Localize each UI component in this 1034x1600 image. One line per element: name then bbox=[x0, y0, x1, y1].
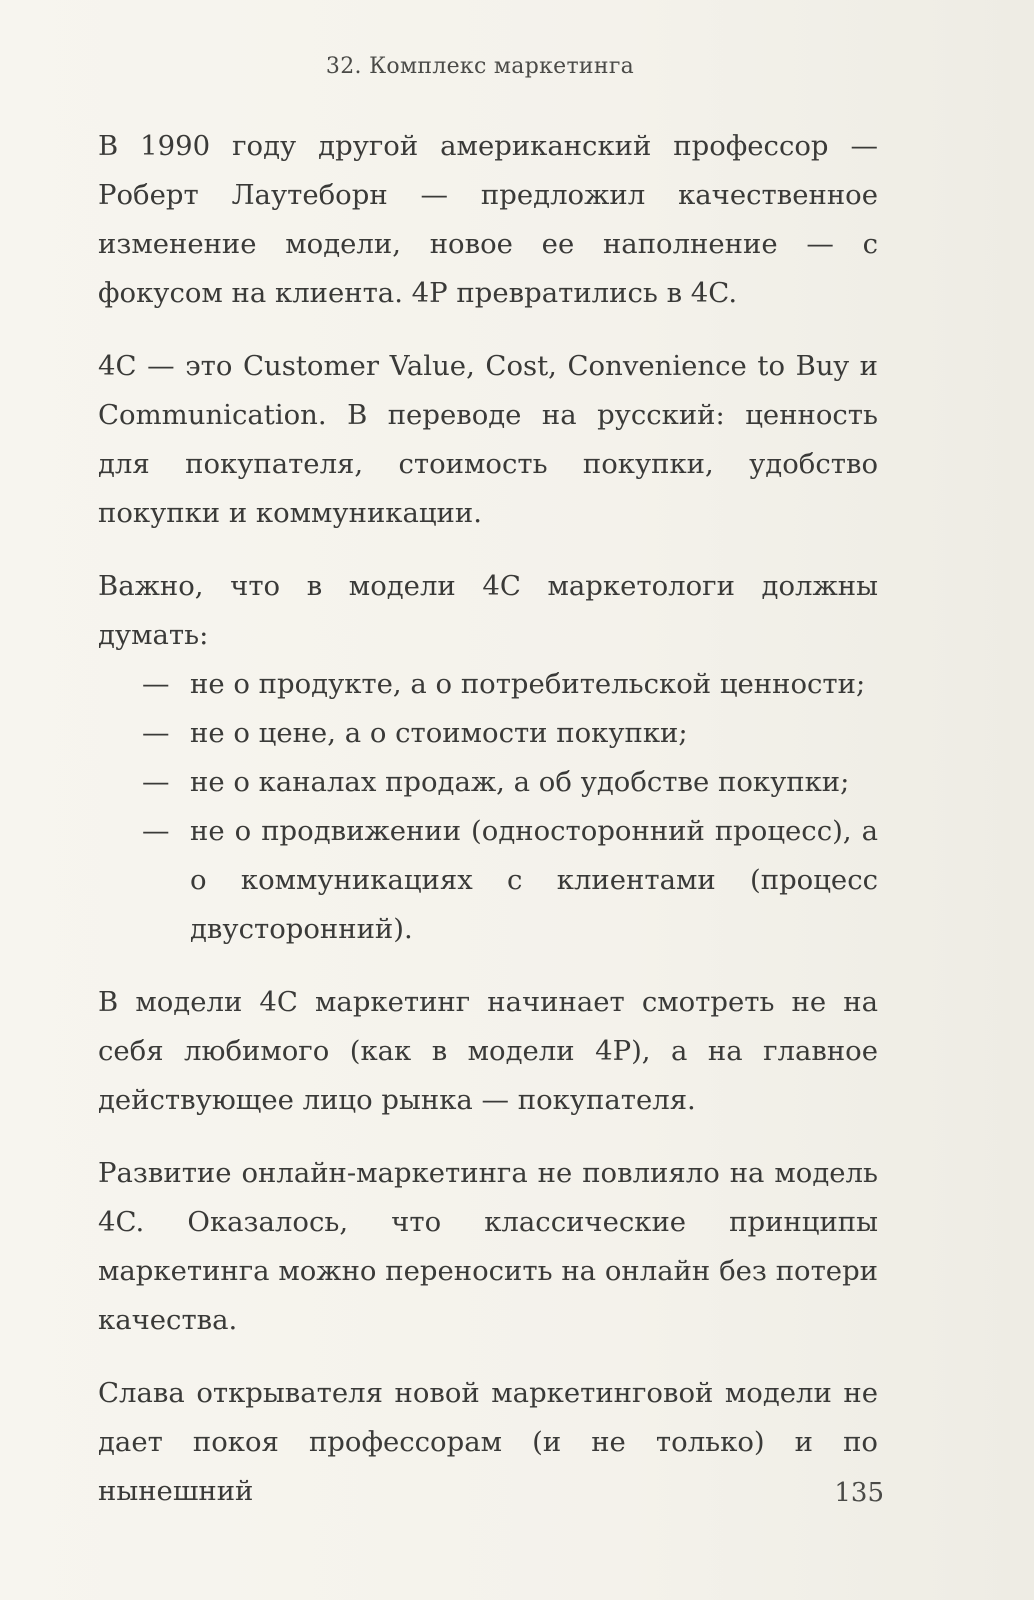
list-item bbox=[98, 807, 878, 954]
paragraph: 4C — это Customer Value, Cost, Convenience to Buy и Communication. В переводе на русский: ценность для покупателя, стоимость покупки, удобство покупки и коммуникации. bbox=[98, 350, 878, 529]
page-number: 135 bbox=[834, 1478, 884, 1508]
list-item-text: не о цене, а о стоимости покупки; bbox=[190, 717, 688, 749]
list-item-text: не о продукте, а о потребительской ценности; bbox=[190, 668, 866, 700]
paragraph: Развитие онлайн-маркетинга не повлияло на модель 4C. Оказалось, что классические принципы маркетинга можно переносить на онлайн без потери качества. bbox=[98, 1157, 878, 1336]
paragraph: В 1990 году другой американский профессор — Роберт Лаутеборн — предложил качественное изменение модели, новое ее наполнение — с фокусом на клиента. 4P превратились в 4C. bbox=[98, 130, 878, 309]
list-item bbox=[98, 758, 878, 807]
bullet-list bbox=[98, 660, 878, 954]
page-body bbox=[98, 122, 878, 1540]
dash-marker: — bbox=[142, 815, 170, 847]
paragraph: Слава открывателя новой маркетинговой модели не дает покоя профессорам (и не только) и по нынешний bbox=[98, 1377, 878, 1507]
running-head: 32. Комплекс маркетинга bbox=[325, 54, 635, 79]
paragraph: В модели 4C маркетинг начинает смотреть не на себя любимого (как в модели 4P), а на главное действующее лицо рынка — покупателя. bbox=[98, 986, 878, 1116]
dash-marker: — bbox=[142, 717, 170, 749]
dash-marker: — bbox=[142, 766, 170, 798]
list-item bbox=[98, 709, 878, 758]
dash-marker: — bbox=[142, 668, 170, 700]
list-item-text: не о каналах продаж, а об удобстве покупки; bbox=[190, 766, 850, 798]
list-intro: Важно, что в модели 4C маркетологи должны думать: bbox=[98, 570, 878, 651]
list-item-text: не о продвижении (односторонний процесс), а о коммуникациях с клиентами (процесс двусторонний). bbox=[190, 815, 878, 945]
list-item bbox=[98, 660, 878, 709]
